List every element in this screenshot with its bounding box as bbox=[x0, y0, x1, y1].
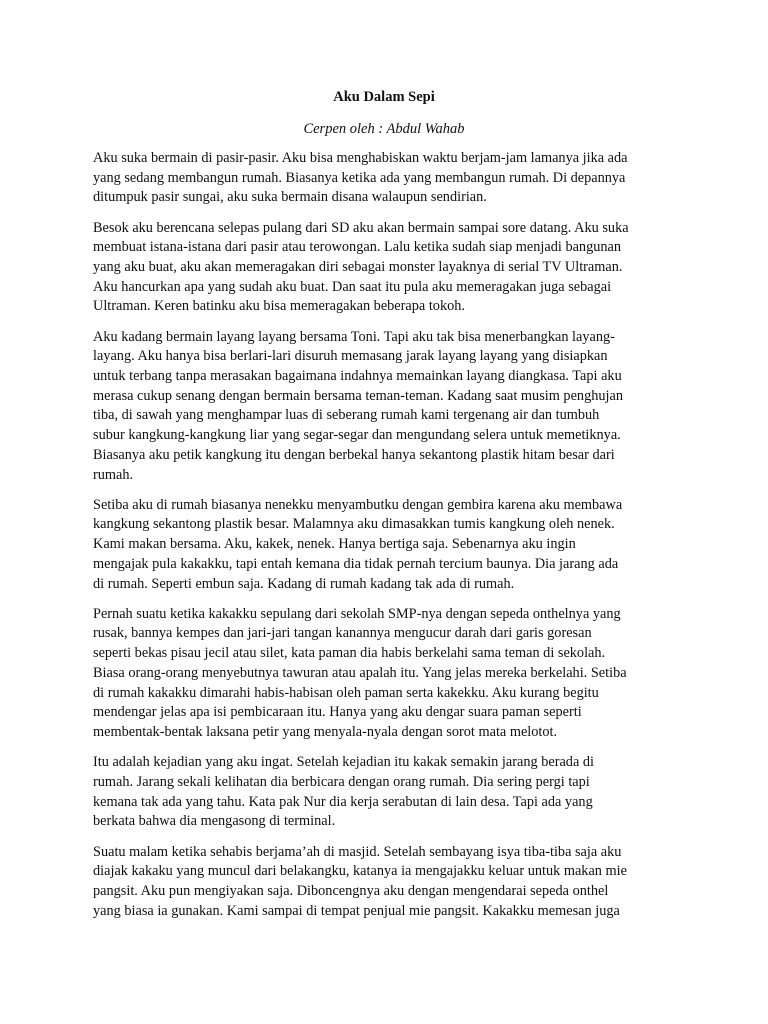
paragraph-line: merasa cukup senang dengan bermain bersama teman-teman. Kadang saat musim penghujan bbox=[93, 387, 623, 404]
body-paragraph bbox=[93, 605, 679, 743]
paragraph-line: Besok aku berencana selepas pulang dari SD aku akan bermain sampai sore datang. Aku suka bbox=[93, 219, 629, 236]
paragraph-line: di rumah kakakku dimarahi habis-habisan oleh paman serta kakekku. Aku kurang begitu bbox=[93, 684, 599, 701]
paragraph-line: mendengar jelas apa isi pembicaraan itu. Hanya yang aku dengar suara paman seperti bbox=[93, 704, 582, 721]
paragraph-line: Kami makan bersama. Aku, kakek, nenek. Hanya bertiga saja. Sebenarnya aku ingin bbox=[93, 536, 576, 553]
paragraph-line: yang sedang membangun rumah. Biasanya ketika ada yang membangun rumah. Di depannya bbox=[93, 169, 626, 186]
paragraph-line: subur kangkung-kangkung liar yang segar-segar dan mengundang selera untuk memetiknya. bbox=[93, 427, 621, 444]
paragraph-line: layang. Aku hanya bisa berlari-lari disuruh memasang jarak layang layang yang disiapkan bbox=[93, 348, 608, 365]
body-paragraph bbox=[93, 328, 679, 486]
paragraph-line: Biasanya aku petik kangkung itu dengan berbekal hanya sekantong plastik hitam besar dari bbox=[93, 446, 615, 463]
paragraph-line: tiba, di sawah yang menghampar luas di seberang rumah kami tergenang air dan tumbuh bbox=[93, 407, 600, 424]
paragraph-line: membentak-bentak laksana petir yang menyala-nyala dengan sorot mata melotot. bbox=[93, 723, 558, 740]
paragraph-line: Itu adalah kejadian yang aku ingat. Setelah kejadian itu kakak semakin jarang berada di bbox=[93, 754, 594, 771]
paragraph-line: yang aku buat, aku akan memeragakan diri sebagai monster layaknya di serial TV Ultraman. bbox=[93, 259, 623, 276]
paragraph-line: Biasa orang-orang menyebutnya tawuran atau apalah itu. Yang jelas mereka berkelahi. Setiba bbox=[93, 664, 627, 681]
document-byline: Cerpen oleh : Abdul Wahab bbox=[303, 121, 465, 137]
paragraph-line: seperti bekas pisau jecil atau silet, kata paman dia habis berkelahi sama teman di sekolah. bbox=[93, 645, 606, 662]
paragraph-line: kemana tak ada yang tahu. Kata pak Nur dia kerja serabutan di lain desa. Tapi ada yang bbox=[93, 793, 593, 810]
paragraph-line: Pernah suatu ketika kakakku sepulang dari sekolah SMP-nya dengan sepeda onthelnya yang bbox=[93, 605, 621, 622]
body-paragraph bbox=[93, 753, 679, 832]
body-paragraph bbox=[93, 496, 679, 595]
paragraph-line: Suatu malam ketika sehabis berjama’ah di masjid. Setelah sembayang isya tiba-tiba saja aku bbox=[93, 843, 622, 860]
paragraph-line: pangsit. Aku pun mengiyakan saja. Diboncengnya aku dengan mengendarai sepeda onthel bbox=[93, 882, 609, 899]
body-paragraph bbox=[93, 219, 679, 318]
paragraph-line: membuat istana-istana dari pasir atau terowongan. Lalu ketika sudah siap menjadi bangunan bbox=[93, 239, 622, 256]
paragraph-line: ditumpuk pasir sungai, aku suka bermain disana walaupun sendirian. bbox=[93, 189, 487, 206]
paragraph-line: mengajak pula kakakku, tapi entah kemana dia tidak pernah tercium baunya. Dia jarang ada bbox=[93, 555, 619, 572]
paragraph-line: rumah. Jarang sekali kelihatan dia berbicara dengan orang rumah. Dia sering pergi tapi bbox=[93, 773, 590, 790]
document-body bbox=[93, 149, 679, 932]
paragraph-line: untuk terbang tanpa merasakan bagaimana indahnya memainkan layang diangkasa. Tapi aku bbox=[93, 368, 622, 385]
paragraph-line: Ultraman. Keren batinku aku bisa memeragakan beberapa tokoh. bbox=[93, 298, 465, 315]
paragraph-line: Aku hancurkan apa yang sudah aku buat. Dan saat itu pula aku memeragakan juga sebagai bbox=[93, 278, 612, 295]
paragraph-line: diajak kakaku yang muncul dari belakangku, katanya ia mengajakku keluar untuk makan mie bbox=[93, 863, 627, 880]
document-title: Aku Dalam Sepi bbox=[333, 89, 435, 105]
paragraph-line: Setiba aku di rumah biasanya nenekku menyambutku dengan gembira karena aku membawa bbox=[93, 496, 623, 513]
paragraph-line: di rumah. Seperti embun saja. Kadang di rumah kadang tak ada di rumah. bbox=[93, 575, 515, 592]
paragraph-line: yang biasa ia gunakan. Kami sampai di tempat penjual mie pangsit. Kakakku memesan juga bbox=[93, 902, 620, 919]
paragraph-line: Aku suka bermain di pasir-pasir. Aku bisa menghabiskan waktu berjam-jam lamanya jika ada bbox=[93, 150, 628, 166]
paragraph-line: Aku kadang bermain layang layang bersama Toni. Tapi aku tak bisa menerbangkan layang- bbox=[93, 328, 615, 345]
paragraph-line: rusak, bannya kempes dan jari-jari tangan kanannya mengucur darah dari garis goresan bbox=[93, 625, 592, 642]
paragraph-line: kangkung sekantong plastik besar. Malamnya aku dimasakkan tumis kangkung oleh nenek. bbox=[93, 516, 615, 533]
paragraph-line: rumah. bbox=[93, 466, 134, 483]
paragraph-line: berkata bahwa dia mengasong di terminal. bbox=[93, 813, 336, 830]
body-paragraph bbox=[93, 149, 679, 208]
body-paragraph bbox=[93, 843, 679, 922]
